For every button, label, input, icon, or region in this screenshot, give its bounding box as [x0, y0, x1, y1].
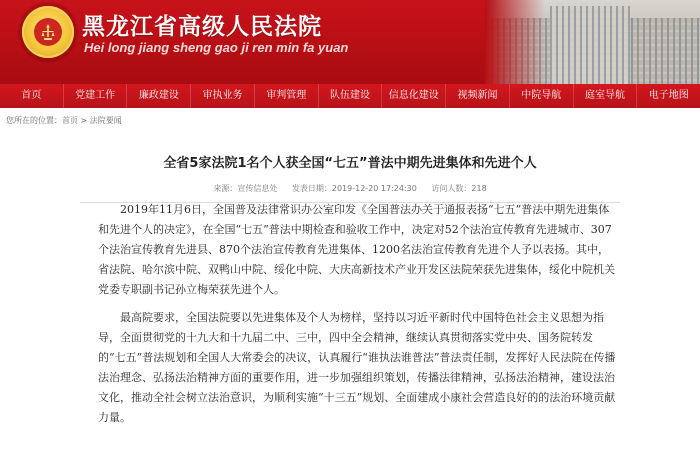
breadcrumb-prefix: 您所在的位置：	[6, 116, 62, 125]
nav-item-home[interactable]: 首页	[0, 84, 64, 108]
nav-item-trial-business[interactable]: 审执业务	[191, 84, 255, 108]
breadcrumb-home[interactable]: 首页	[62, 116, 78, 125]
article-paragraph: 2019年11月6日，全国普及法律常识办公室印发《全国普法办关于通报表扬“七五”普法中期先进集体和先进个人的决定》，在全国“七五”普法中期检查和验收工作中，决定对52个法治宣传教育先进城市、307个法治宣传教育先进县、870个法治宣传教育先进集体、1200名法治宣传教育先进个人予以表扬。其中，省法院、哈尔滨中院、双鸭山中院、绥化中院、大庆高新技术产业开发区法院荣获先进集体，绥化中院机关党委专职副书记孙立梅荣获先进个人。	[98, 203, 615, 296]
main-nav	[0, 84, 700, 108]
breadcrumb-current[interactable]: 法院要闻	[89, 116, 122, 125]
nav-item-informatization[interactable]: 信息化建设	[382, 84, 446, 108]
nav-item-court-nav[interactable]: 中院导航	[510, 84, 574, 108]
article-paragraph: 最高院要求，全国法院要以先进集体及个人为榜样，坚持以习近平新时代中国特色社会主义思想为指导，全面贯彻党的十九大和十九届二中、三中，四中全会精神，继续认真贯彻落实党中央、国务院转发的“七五”普法规划和全国人大常委会的决议，认真履行“谁执法谁普法”普法责任制，发挥好人民法院在传播法治理念、弘扬法治精神方面的重要作用，进一步加强组织策划，传播法律精神，弘扬法治精神，建设法治文化，推动全社会树立法治意识，为顺利实施“十三五”规划、全面建成小康社会营造良好的的法治环境贡献力量。	[98, 311, 616, 424]
article-source: 来源：宣传信息处	[213, 184, 278, 193]
article-meta	[0, 183, 700, 194]
court-emblem-icon	[22, 6, 74, 58]
article-views: 访问人数：218	[431, 184, 487, 193]
court-building-image	[485, 0, 700, 84]
site-subtitle: Hei long jiang sheng gao ji ren min fa yuan	[84, 40, 349, 55]
nav-item-party-building[interactable]: 党建工作	[64, 84, 128, 108]
site-title[interactable]: 黑龙江省高级人民法院	[82, 14, 322, 40]
article-date: 发表日期：2019-12-20 17:24:30	[291, 184, 417, 193]
nav-item-map[interactable]: 电子地图	[648, 90, 689, 101]
article-body	[98, 200, 618, 436]
nav-item-video-news[interactable]: 视频新闻	[446, 84, 510, 108]
article-title: 全省5家法院1名个人获全国“七五”普法中期先进集体和先进个人	[163, 156, 537, 171]
nav-item-division-nav[interactable]: 庭室导航	[574, 84, 638, 108]
header-banner	[0, 0, 700, 84]
nav-item-integrity[interactable]: 廉政建设	[127, 84, 191, 108]
breadcrumb	[0, 112, 700, 130]
nav-item-trial-management[interactable]: 审判管理	[255, 84, 319, 108]
breadcrumb-separator: >	[78, 116, 90, 125]
nav-item-team-building[interactable]: 队伍建设	[319, 84, 383, 108]
